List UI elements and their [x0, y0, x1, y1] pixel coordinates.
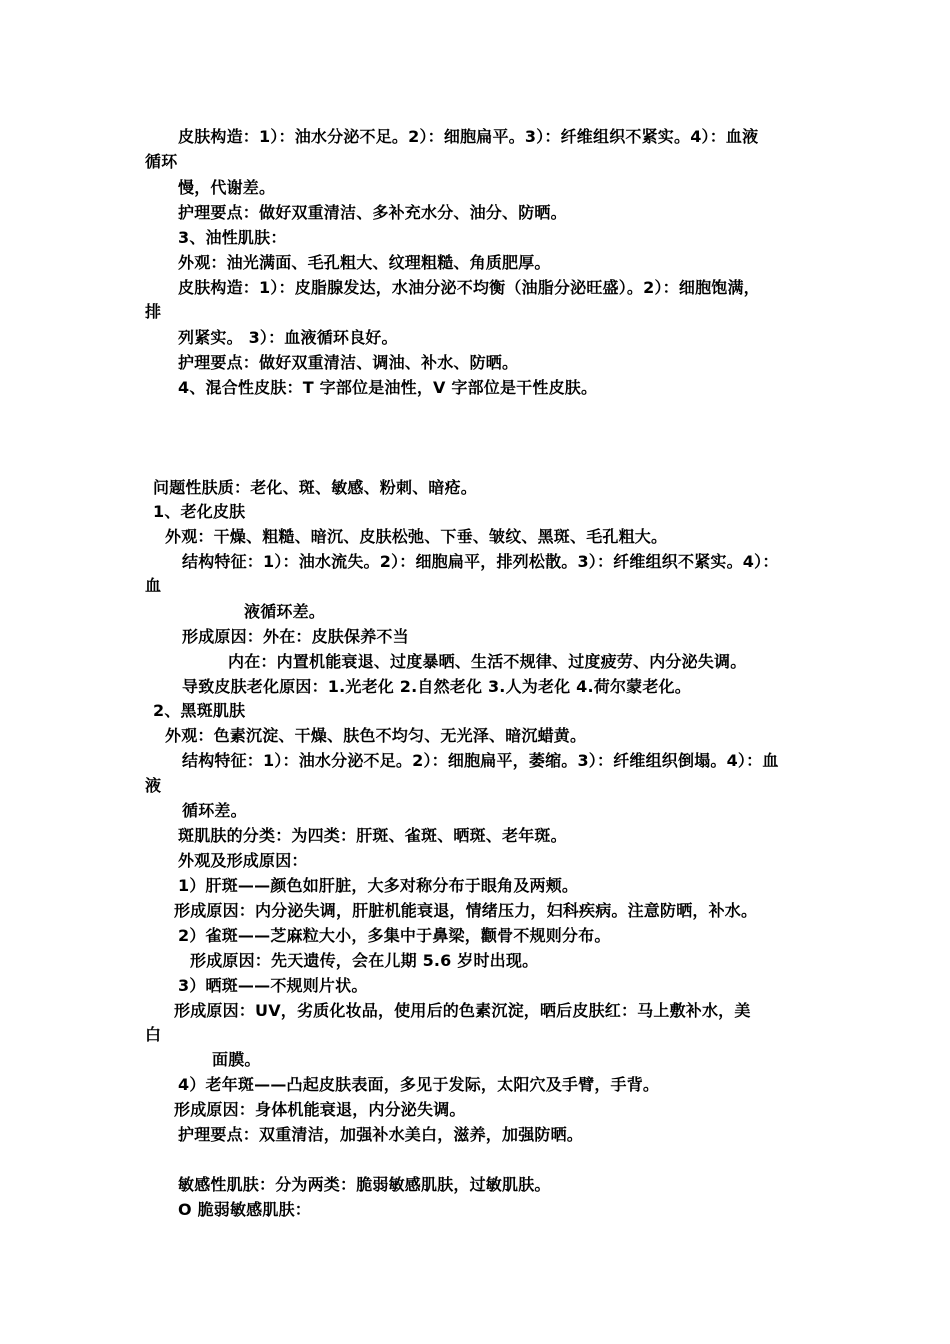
- text-line: 形成原因：UV，劣质化妆品，使用后的色素沉淀，晒后皮肤红：马上敷补水，美: [174, 1001, 751, 1020]
- text-line: 形成原因：身体机能衰退，内分泌失调。: [174, 1100, 466, 1119]
- text-line: 4、混合性皮肤：T 字部位是油性，V 字部位是干性皮肤。: [178, 378, 598, 397]
- text-line: 问题性肤质：老化、斑、敏感、粉刺、暗疮。: [153, 478, 478, 497]
- text-line: 2、黑斑肌肤: [153, 701, 246, 720]
- text-line: 外观：干燥、粗糙、暗沉、皮肤松弛、下垂、皱纹、黑斑、毛孔粗大。: [165, 527, 668, 546]
- text-line: 导致皮肤老化原因：1.光老化 2.自然老化 3.人为老化 4.荷尔蒙老化。: [182, 677, 691, 696]
- text-line: 液循环差。: [244, 602, 326, 621]
- text-line: O 脆弱敏感肌肤：: [178, 1200, 311, 1219]
- text-line: 结构特征：1）：油水流失。2）：细胞扁平，排列松散。3）：纤维组织不紧实。4）：: [182, 552, 779, 571]
- text-line: 2）雀斑——芝麻粒大小，多集中于鼻梁，颧骨不规则分布。: [178, 926, 611, 945]
- text-line: 3）晒斑——不规则片状。: [178, 976, 368, 995]
- text-line: 1）肝斑——颜色如肝脏，大多对称分布于眼角及两颊。: [178, 876, 579, 895]
- text-line: 形成原因：先天遗传，会在儿期 5.6 岁时出现。: [190, 951, 539, 970]
- text-line: 斑肌肤的分类：为四类：肝斑、雀斑、晒斑、老年斑。: [178, 826, 567, 845]
- text-line: 护理要点：双重清洁，加强补水美白，滋养，加强防晒。: [178, 1125, 584, 1144]
- text-line: 列紧实。 3）：血液循环良好。: [178, 328, 398, 347]
- text-line: 外观：油光满面、毛孔粗大、纹理粗糙、角质肥厚。: [178, 253, 551, 272]
- text-line: 皮肤构造：1）：皮脂腺发达，水油分泌不均衡（油脂分泌旺盛）。2）：细胞饱满，: [178, 278, 760, 297]
- text-line: 面膜。: [212, 1050, 261, 1069]
- text-line: 敏感性肌肤：分为两类：脆弱敏感肌肤，过敏肌肤。: [178, 1175, 551, 1194]
- text-line: 形成原因：外在：皮肤保养不当: [182, 627, 409, 646]
- text-line: 形成原因：内分泌失调，肝脏机能衰退，情绪压力，妇科疾病。注意防晒，补水。: [174, 901, 758, 920]
- text-line: 排: [145, 302, 162, 321]
- text-line: 循环差。: [182, 801, 247, 820]
- text-line: 循环: [145, 152, 178, 171]
- text-line: 护理要点：做好双重清洁、多补充水分、油分、防晒。: [178, 203, 567, 222]
- text-line: 白: [145, 1025, 162, 1044]
- text-line: 外观：色素沉淀、干燥、肤色不均匀、无光泽、暗沉蜡黄。: [165, 726, 587, 745]
- text-line: 液: [145, 776, 162, 795]
- text-line: 结构特征：1）：油水分泌不足。2）：细胞扁平，萎缩。3）：纤维组织倒塌。4）：血: [182, 751, 779, 770]
- text-line: 慢，代谢差。: [178, 178, 276, 197]
- text-line: 外观及形成原因：: [178, 851, 308, 870]
- text-line: 内在：内置机能衰退、过度暴晒、生活不规律、过度疲劳、内分泌失调。: [228, 652, 747, 671]
- text-line: 护理要点：做好双重清洁、调油、补水、防晒。: [178, 353, 519, 372]
- text-line: 血: [145, 576, 162, 595]
- text-line: 1、老化皮肤: [153, 502, 246, 521]
- text-line: 皮肤构造：1）：油水分泌不足。2）：细胞扁平。3）：纤维组织不紧实。4）：血液: [178, 127, 759, 146]
- text-line: 3、油性肌肤：: [178, 228, 287, 247]
- text-line: 4）老年斑——凸起皮肤表面，多见于发际，太阳穴及手臂，手背。: [178, 1075, 660, 1094]
